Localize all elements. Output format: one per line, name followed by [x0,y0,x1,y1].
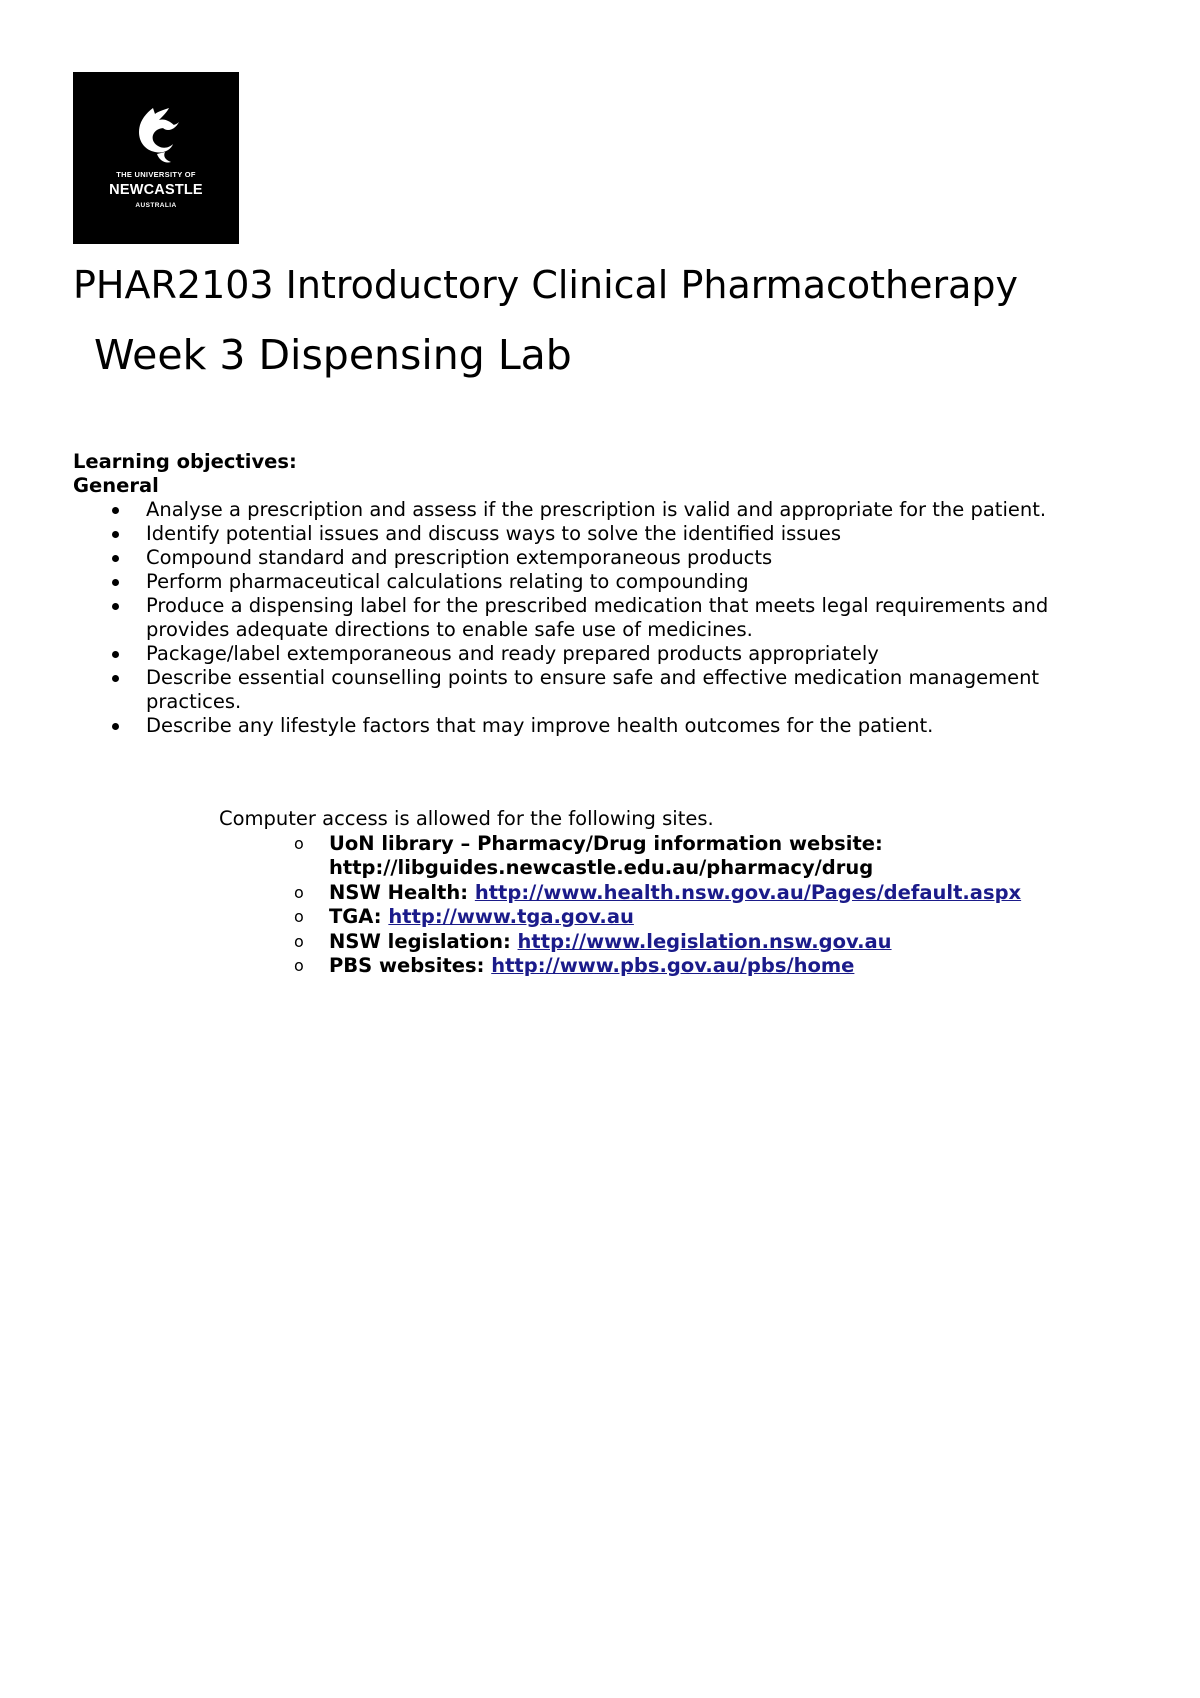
circle-bullet-icon: o [294,882,304,902]
allowed-sites-list [219,832,1179,979]
tga-link[interactable]: http://www.tga.gov.au [388,905,634,928]
bullet-icon [112,675,119,682]
list-item [219,930,1179,955]
list-item [73,498,1133,522]
list-item [73,522,1133,546]
list-item [73,594,1133,642]
computer-access-section [219,807,1179,979]
logo-line-2: NEWCASTLE [109,182,203,198]
objective-text: Describe essential counselling points to ensure safe and effective medication management practices. [146,666,1040,713]
list-item [73,642,1133,666]
page-title: PHAR2103 Introductory Clinical Pharmacotherapy [73,263,1019,307]
objectives-list [73,498,1133,738]
objective-text: Describe any lifestyle factors that may improve health outcomes for the patient. [146,714,934,737]
bullet-icon [112,723,119,730]
list-item [73,570,1133,594]
objective-text: Identify potential issues and discuss ways to solve the identified issues [146,522,841,545]
objectives-subheading: General [73,474,159,497]
list-item [219,954,1179,979]
site-label: UoN library – Pharmacy/Drug information website: http://libguides.newcastle.edu.au/pharmacy/drug [329,831,883,879]
objective-text: Perform pharmaceutical calculations relating to compounding [146,570,749,593]
list-item [219,905,1179,930]
logo-line-3: AUSTRALIA [135,202,177,209]
circle-bullet-icon: o [294,956,304,975]
seahorse-icon [125,104,189,168]
site-label: TGA: [329,905,389,928]
circle-bullet-icon: o [294,931,304,951]
bullet-icon [112,579,119,586]
logo-line-1: THE UNIVERSITY OF [116,170,196,179]
bullet-icon [112,651,119,658]
nsw-legislation-link[interactable]: http://www.legislation.nsw.gov.au [517,929,892,953]
objective-text: Compound standard and prescription extemporaneous products [146,546,773,569]
nsw-health-link[interactable]: http://www.health.nsw.gov.au/Pages/default.aspx [474,880,1022,904]
list-item [219,881,1179,906]
objective-text: Produce a dispensing label for the prescribed medication that meets legal requirements and provides adequate directions to enable safe use of medicines. [146,594,1049,641]
bullet-icon [112,531,119,538]
list-item [219,832,1179,881]
list-item [73,546,1133,570]
bullet-icon [112,555,119,562]
bullet-icon [112,507,119,514]
pbs-link[interactable]: http://www.pbs.gov.au/pbs/home [491,954,855,977]
objectives-heading: Learning objectives: [73,450,297,473]
objective-text: Analyse a prescription and assess if the prescription is valid and appropriate for the patient. [146,498,1047,521]
learning-objectives [73,450,1133,738]
bullet-icon [112,603,119,610]
site-label: PBS websites: [329,954,492,977]
list-item [73,666,1133,714]
access-intro: Computer access is allowed for the following sites. [219,807,714,830]
page-subtitle: Week 3 Dispensing Lab [94,331,572,379]
objective-text: Package/label extemporaneous and ready prepared products appropriately [146,642,879,665]
site-label: NSW Health: [329,880,475,904]
circle-bullet-icon: o [294,907,304,926]
university-logo [73,72,239,244]
list-item [73,714,1133,738]
circle-bullet-icon: o [294,833,304,853]
site-label: NSW legislation: [329,929,518,953]
